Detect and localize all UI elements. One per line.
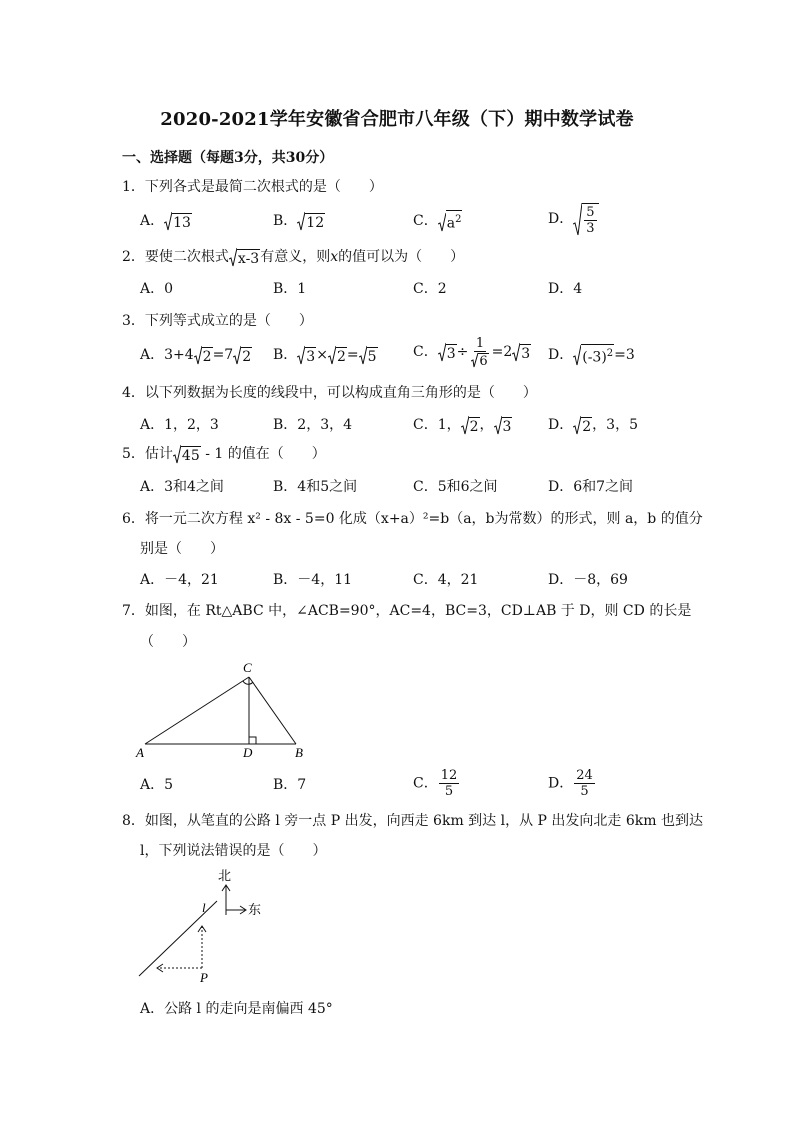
q6-option-b: B．－4，11 (273, 572, 353, 588)
radical-sign-icon (194, 345, 202, 365)
q5-option-b: B．4和5之间 (273, 479, 358, 495)
radical-sign-icon (512, 342, 520, 362)
question-4-options (140, 410, 740, 440)
radical-sign-icon (297, 345, 305, 365)
q6-option-d: D．－8，69 (548, 572, 628, 588)
question-2-options (140, 274, 740, 304)
q2-option-c: C．2 (413, 281, 447, 297)
q3-option-a: A．3+4 2 =7 2 (140, 347, 252, 365)
sqrt-13: 13 (164, 211, 192, 231)
radical-sign-icon (573, 344, 581, 366)
question-2-stem: 2．要使二次根式 x-3 有意义，则x的值可以为（ ） (122, 249, 465, 267)
label-l: l (202, 900, 206, 915)
radical-sign-icon (494, 415, 502, 435)
q4-option-d: D． 2 ，3，5 (548, 417, 638, 435)
radical-sign-icon (328, 345, 336, 365)
q3-option-d: D． $(-3)^2$ =3 (548, 340, 635, 370)
label-d: D (243, 745, 253, 760)
radical-sign-icon (359, 345, 367, 365)
q5-option-d: D．6和7之间 (548, 479, 634, 495)
sqrt-12: 12 (297, 211, 325, 231)
q3-option-c: C． 3 ÷ $\frac{1}{6}$ =2 3 (413, 336, 531, 369)
exam-title: 2020-2021学年安徽省合肥市八年级（下）期中数学试卷 (160, 109, 634, 130)
q2-option-a: A．0 (140, 281, 174, 297)
q2-option-d: D．4 (548, 281, 583, 297)
q7-option-c: C． $\frac{12}{5}$ (413, 768, 458, 799)
question-8-stem-line1: 8．如图，从笔直的公路 l 旁一点 P 出发，向西走 6km 到达 l，从 P 出发向北走 6km 也到达 (122, 813, 703, 829)
q1-option-b: B． 12 (273, 213, 325, 231)
label-north: 北 (218, 869, 232, 884)
section-heading: 一、选择题（每题3分，共30分） (122, 150, 334, 166)
question-6-stem-line2: 别是（ ） (140, 541, 224, 557)
radical-sign-icon (573, 202, 582, 236)
radical-sign-icon (573, 415, 581, 435)
question-8-stem-line2: l，下列说法错误的是（ ） (140, 843, 327, 859)
triangle-figure (130, 656, 330, 764)
question-7-options (140, 768, 740, 802)
question-3-options (140, 336, 740, 370)
q6-option-c: C．4，21 (413, 572, 479, 588)
q4-option-a: A．1，2，3 (140, 417, 219, 433)
q2-option-b: B．1 (273, 281, 307, 297)
radical-sign-icon (173, 444, 181, 464)
question-6-stem-line1: 6．将一元二次方程 x² - 8x - 5=0 化成（x+a）²=b（a，b为常数）的形式，则 a，b 的值分 (122, 511, 703, 527)
right-angle-mark-d (249, 737, 256, 744)
label-east: 东 (248, 903, 262, 918)
label-a: A (136, 745, 144, 760)
q5-option-c: C．5和6之间 (413, 479, 498, 495)
question-1-stem: 1．下列各式是最简二次根式的是（ ） (122, 179, 383, 195)
radical-sign-icon (164, 211, 172, 231)
question-5-options (140, 472, 740, 502)
radical-sign-icon (471, 352, 478, 368)
sqrt-45: 45 (173, 444, 201, 464)
question-4-stem: 4．以下列数据为长度的线段中，可以构成直角三角形的是（ ） (122, 385, 537, 401)
question-5-stem: 5．估计 45 - 1 的值在（ ） (122, 446, 326, 464)
radical-sign-icon (297, 211, 305, 231)
sqrt-a-squared: $a^2$ (438, 210, 463, 232)
road-figure (130, 865, 280, 990)
label-c: C (243, 660, 252, 675)
sqrt-5-over-3: $\frac{5}{3}$ (573, 202, 598, 236)
label-b: B (295, 745, 303, 760)
question-7-stem-line2: （ ） (140, 634, 196, 650)
sqrt-x-minus-3: x-3 (229, 247, 260, 267)
radical-sign-icon (461, 415, 469, 435)
radical-sign-icon (229, 247, 237, 267)
question-7-stem-line1: 7．如图，在 Rt△ABC 中，∠ACB=90°，AC=4，BC=3，CD⊥AB 于 D，则 CD 的长是 (122, 603, 692, 619)
label-p: P (200, 970, 208, 985)
q7-option-d: D． $\frac{24}{5}$ (548, 768, 593, 799)
q1-option-a: A． 13 (140, 213, 191, 231)
q7-option-b: B．7 (273, 777, 307, 793)
q1-option-d: D． $\frac{5}{3}$ (548, 202, 599, 236)
segment-bc (249, 677, 296, 744)
q6-option-a: A．－4，21 (140, 572, 219, 588)
q4-option-c: C．1， 2 ， 3 (413, 417, 512, 435)
question-1-options (140, 206, 740, 236)
q4-option-b: B．2，3，4 (273, 417, 353, 433)
segment-ac (145, 677, 249, 744)
right-angle-mark-c (243, 681, 253, 684)
question-3-stem: 3．下列等式成立的是（ ） (122, 313, 313, 329)
q3-option-b: B． 3 × 2 = 5 (273, 347, 377, 365)
q8-option-a: A．公路 l 的走向是南偏西 45° (140, 1001, 333, 1017)
q1-option-c: C． $a^2$ (413, 206, 462, 236)
question-6-options (140, 565, 740, 595)
radical-sign-icon (233, 345, 241, 365)
radical-sign-icon (438, 342, 446, 362)
q7-option-a: A．5 (140, 777, 174, 793)
radical-sign-icon (438, 212, 446, 232)
q5-option-a: A．3和4之间 (140, 479, 224, 495)
